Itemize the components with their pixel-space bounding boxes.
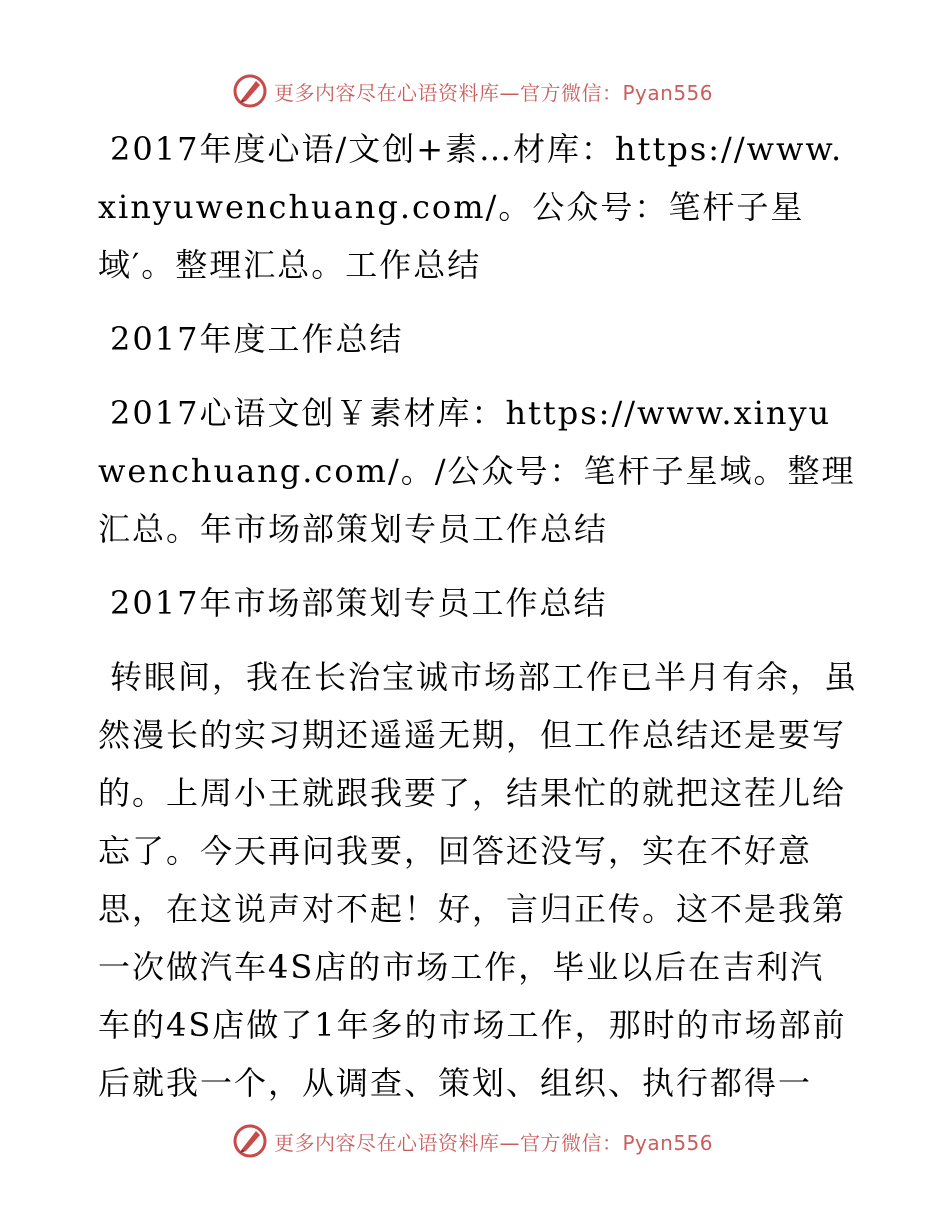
paragraph-5: 转眼间，我在长治宝诚市场部工作已半月有余，虽然漫长的实习期还遥遥无期，但工作总结还是要写的。上周小王就跟我要了，结果忙的就把这茬儿给忘了。今天再问我要，回答还没写，实在不好意思，在这说声对不起！好，言归正传。这不是我第一次做汽车4S店的市场工作，毕业以后在吉利汽车的4S店做了1年多的市场工作，那时的市场部前后就我一个，从调查、策划、组织、执行都得一 (98, 658, 859, 1102)
pen-logo-icon (232, 73, 268, 109)
paragraph-3: 2017心语文创￥素材库：https://www.xinyuwenchuang.com/。/公众号：笔杆子星域。整理汇总。年市场部策划专员工作总结 (98, 394, 856, 548)
paragraph-1: 2017年度心语/文创+素…材库：https://www.xinyuwenchuang.com/。公众号：笔杆子星域′。整理汇总。工作总结 (98, 130, 844, 284)
paragraph-2: 2017年度工作总结 (110, 320, 404, 358)
watermark-text: 更多内容尽在心语资料库—官方微信：Pyan556 (274, 80, 714, 105)
watermark-footer (232, 1121, 713, 1161)
pen-logo-icon (232, 1123, 268, 1159)
paragraph-4: 2017年市场部策划专员工作总结 (110, 584, 608, 622)
document-body (98, 120, 858, 1128)
watermark-text: 更多内容尽在心语资料库—官方微信：Pyan556 (274, 1130, 714, 1155)
watermark-header (232, 71, 713, 111)
